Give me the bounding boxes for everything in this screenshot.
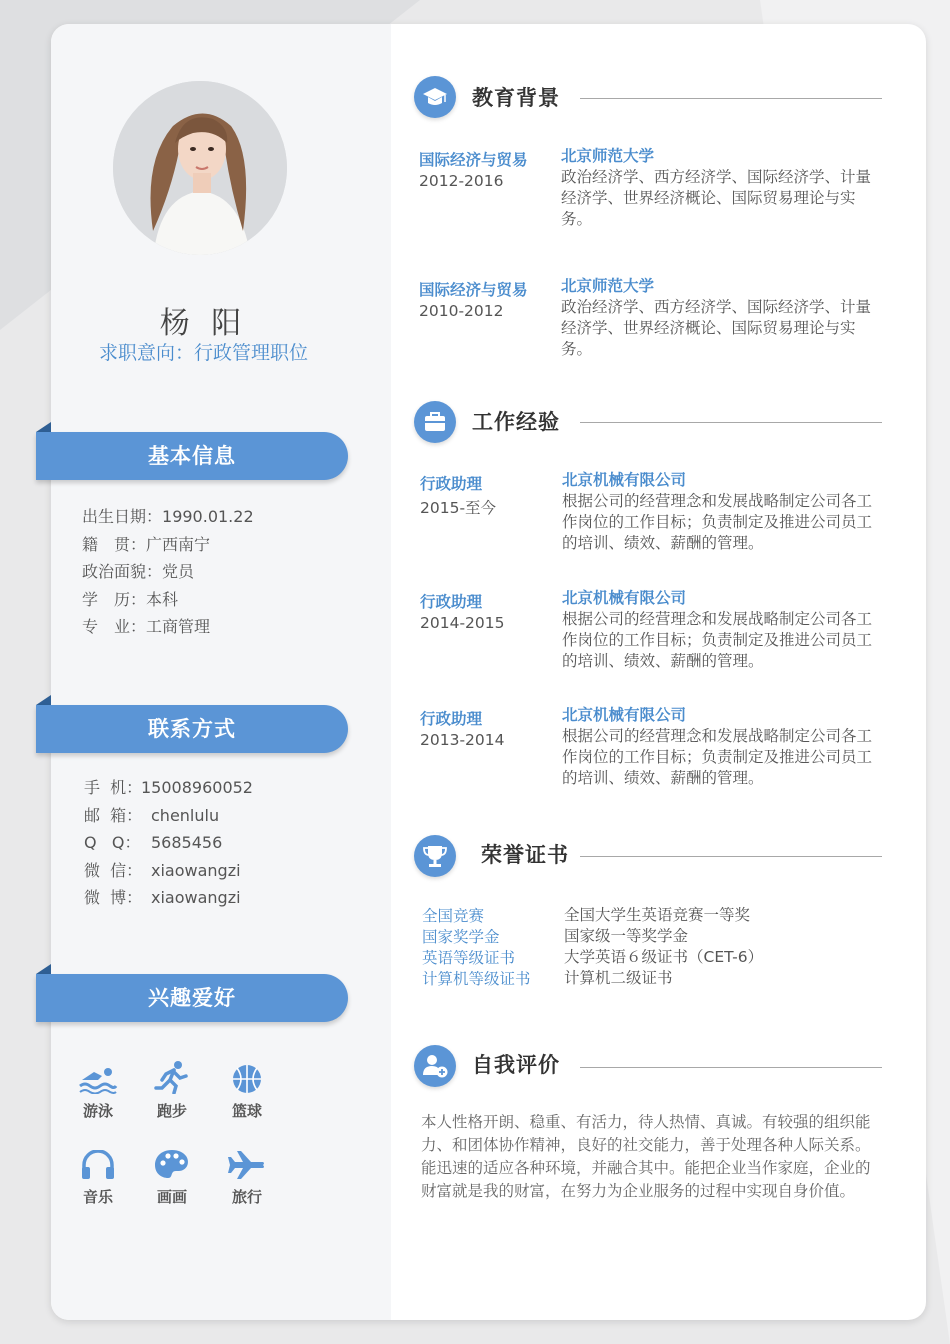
briefcase-icon [414,401,456,443]
info-row-major: 专 业：工商管理 [82,617,211,636]
work-entry-left [420,590,505,632]
user-add-icon [414,1045,456,1087]
education-school: 北京师范大学 [561,277,655,295]
hobby-label: 画画 [156,1188,187,1206]
hobby-travel [217,1150,277,1207]
self-eval-title: 自我评价 [472,1053,560,1077]
basic-info-header: 基本信息 [36,432,348,480]
contact-row-phone: 手 机：15008960052 [84,778,253,797]
honor-category: 计算机等级证书 [422,970,531,988]
palette-icon [152,1148,192,1180]
info-row-degree: 学 历：本科 [82,589,179,609]
hobby-label: 游泳 [82,1102,113,1120]
work-company: 北京机械有限公司 [562,589,687,607]
section-divider [580,1067,882,1068]
work-entry-left [420,707,505,749]
hobby-label: 篮球 [231,1102,262,1120]
contact-row-qq: Q Q： 5685456 [84,833,223,852]
honor-category: 全国竞赛 [422,907,485,925]
hobby-label: 跑步 [156,1102,187,1120]
education-desc: 政治经济学、西方经济学、国际经济学、计量经济学、世界经济概论、国际贸易理论与实务。 [561,298,872,358]
section-divider [580,856,882,857]
swimming-icon [78,1064,118,1094]
honor-detail: 大学英语６级证书（CET-6） [564,948,764,966]
avatar [113,81,287,255]
headphones-icon [78,1150,118,1180]
education-period: 2010-2012 [419,302,504,320]
honor-category: 英语等级证书 [422,949,516,967]
work-company: 北京机械有限公司 [562,706,687,724]
hobbies-header: 兴趣爱好 [36,974,348,1022]
hobby-running [142,1060,202,1121]
work-role: 行政助理 [420,710,483,728]
self-eval-section-icon [414,1045,456,1087]
education-section-icon [414,76,456,118]
resume-card [51,24,926,1320]
honor-detail: 计算机二级证书 [564,969,673,987]
hobby-music [68,1150,128,1207]
ribbon-fold [36,964,51,974]
education-school: 北京师范大学 [561,147,655,165]
work-desc: 根据公司的经营理念和发展战略制定公司各工作岗位的工作目标；负责制定及推进公司员工的培训、绩效、薪酬的管理。 [562,727,873,787]
work-section-icon [414,401,456,443]
hobby-swimming [68,1064,128,1121]
hobby-basketball [217,1064,277,1121]
honor-detail: 国家级一等奖学金 [564,927,689,945]
running-icon [152,1060,192,1094]
work-entry-right [562,705,872,789]
graduation-cap-icon [414,76,456,118]
work-role: 行政助理 [420,475,483,493]
honors-details [564,905,763,989]
contact-list [84,774,253,912]
airplane-icon [227,1150,267,1180]
work-period: 2015-至今 [420,499,497,517]
contact-header: 联系方式 [36,705,348,753]
honors-categories [422,906,531,990]
education-desc: 政治经济学、西方经济学、国际经济学、计量经济学、世界经济概论、国际贸易理论与实务。 [561,168,872,228]
job-intent: 求职意向：行政管理职位 [98,342,308,364]
hobby-painting [142,1148,202,1207]
work-entry-left [420,472,496,518]
hobby-label: 音乐 [82,1188,113,1206]
contact-row-wechat: 微 信： xiaowangzi [84,860,241,880]
work-desc: 根据公司的经营理念和发展战略制定公司各工作岗位的工作目标；负责制定及推进公司员工的培训、绩效、薪酬的管理。 [562,610,873,670]
contact-row-email: 邮 箱： chenlulu [84,805,220,825]
work-entry-right [562,470,872,554]
hobby-label: 旅行 [231,1188,262,1206]
honors-title: 荣誉证书 [481,843,569,867]
education-major: 国际经济与贸易 [419,281,528,299]
honors-section-icon [414,835,456,877]
basketball-icon [227,1064,267,1094]
honor-detail: 全国大学生英语竞赛一等奖 [564,906,751,924]
work-desc: 根据公司的经营理念和发展战略制定公司各工作岗位的工作目标；负责制定及推进公司员工的培训、绩效、薪酬的管理。 [562,492,873,552]
candidate-name: 杨 阳 [159,306,248,341]
work-entry-right [562,588,872,672]
section-divider [580,98,882,99]
ribbon-fold [36,422,51,432]
info-row-birth: 出生日期：1990.01.22 [82,507,254,526]
ribbon-fold [36,695,51,705]
education-entry-left [419,148,528,190]
work-title: 工作经验 [472,410,560,434]
info-row-politics: 政治面貌：党员 [82,562,195,581]
section-divider [580,422,882,423]
work-role: 行政助理 [420,593,483,611]
work-period: 2013-2014 [420,731,505,749]
work-company: 北京机械有限公司 [562,471,687,489]
self-eval-text: 本人性格开朗、稳重、有活力，待人热情、真诚。有较强的组织能力、和团体协作精神，良好的社交能力，善于处理各种人际关系。能迅速的适应各种环境，并融合其中。能把企业当作家庭，企业的财富就是我的财富，在努力为企业服务的过程中实现自身价值。 [421,1113,871,1200]
honor-category: 国家奖学金 [422,928,500,946]
education-entry-right [561,146,871,230]
education-major: 国际经济与贸易 [419,151,528,169]
info-row-origin: 籍 贯：广西南宁 [82,534,211,554]
contact-row-weibo: 微 博： xiaowangzi [84,888,241,907]
work-period: 2014-2015 [420,614,505,632]
education-period: 2012-2016 [419,172,504,190]
education-entry-left [419,278,528,320]
education-title: 教育背景 [472,86,560,110]
trophy-icon [414,835,456,877]
basic-info-list [82,503,254,641]
education-entry-right [561,276,871,360]
